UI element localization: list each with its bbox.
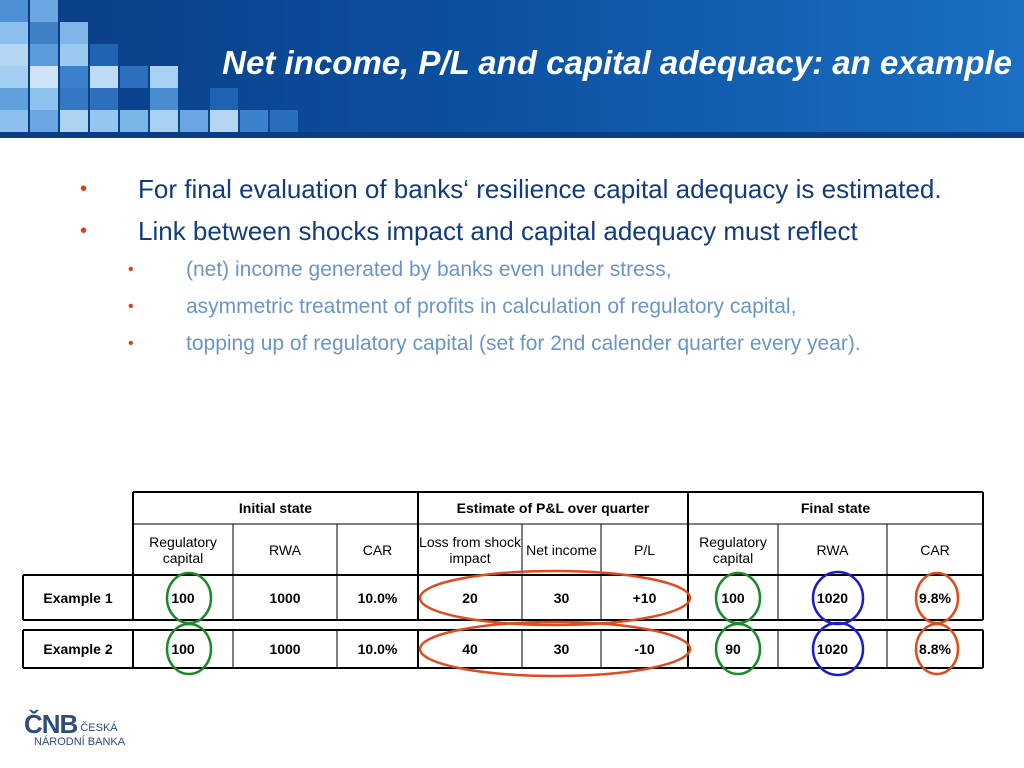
table-column-header: P/L <box>633 541 655 558</box>
bullet-marker: • <box>80 178 88 200</box>
bullet-text: Link between shocks impact and capital adequacy must reflect <box>138 216 858 246</box>
table-row-label: Example 1 <box>43 589 113 606</box>
table-column-header: CAR <box>920 541 950 558</box>
table-cell: 100 <box>171 641 195 657</box>
table-row-label: Example 2 <box>43 641 113 657</box>
table-cell: +10 <box>632 589 657 606</box>
table-cell: -10 <box>634 641 655 657</box>
table-cell: 1000 <box>269 641 301 657</box>
bullet-text: For final evaluation of banks‘ resilience capital adequacy is estimated. <box>138 174 942 204</box>
table-column-header: Loss from shock impact <box>419 533 521 566</box>
table-column-header: CAR <box>362 541 393 558</box>
table-cell: 1020 <box>816 641 849 657</box>
table-column-header: RWA <box>269 541 301 558</box>
bullet-marker: • <box>80 220 88 242</box>
table-cell: 1000 <box>269 589 301 606</box>
bullet-marker: • <box>128 261 134 278</box>
table-cell: 9.8% <box>919 589 951 606</box>
table-cell: 10.0% <box>357 641 398 657</box>
bullet-text: (net) income generated by banks even under stress, <box>186 258 672 281</box>
table-group-header: Estimate of P&L over quarter <box>456 500 650 516</box>
table-column-header: RWA <box>816 541 849 558</box>
table-cell: 100 <box>171 589 195 606</box>
table-cell: 1020 <box>816 589 849 606</box>
cnb-logo <box>24 710 125 748</box>
table-cell: 8.8% <box>919 641 951 657</box>
table-cell: 40 <box>462 641 478 657</box>
bullet-marker: • <box>128 335 134 352</box>
table-cell: 100 <box>721 589 745 606</box>
cnb-logo-line1: ČESKÁ <box>80 722 118 734</box>
cnb-logo-line2: NÁRODNÍ BANKA <box>34 736 126 748</box>
table-cell: 30 <box>553 589 570 606</box>
table-group-header: Final state <box>800 500 871 516</box>
table-group-header: Initial state <box>238 500 313 516</box>
bullet-text: topping up of regulatory capital (set for 2nd calender quarter every year). <box>186 332 861 355</box>
table-column-header: Regulatory capital <box>149 533 217 566</box>
table-cell: 10.0% <box>357 589 398 606</box>
table-cell: 90 <box>725 641 741 657</box>
table-cell: 20 <box>462 589 478 606</box>
bullet-text: asymmetric treatment of profits in calculation of regulatory capital, <box>186 295 797 318</box>
page-title: Net income, P/L and capital adequacy: an example <box>222 44 1012 81</box>
bullet-marker: • <box>128 298 134 315</box>
table-column-header: Net income <box>526 541 597 558</box>
cnb-logo-mark: ČNB <box>24 709 78 739</box>
table-column-header: Regulatory capital <box>699 533 767 566</box>
table-cell: 30 <box>553 641 570 657</box>
